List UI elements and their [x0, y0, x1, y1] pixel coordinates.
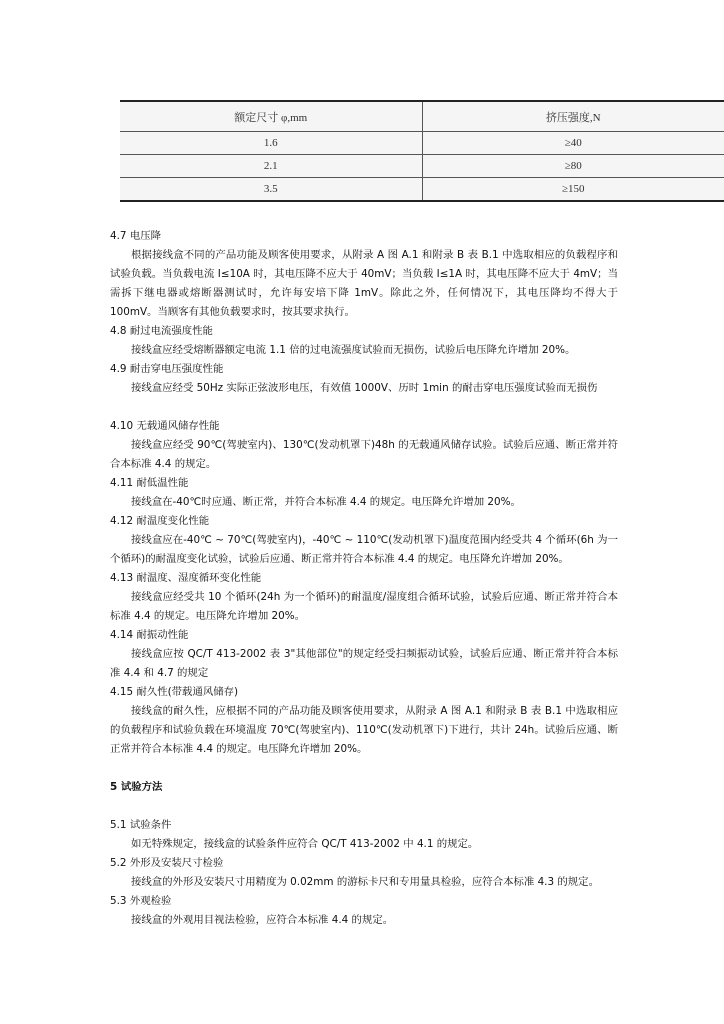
section-heading: 4.10 无载通风储存性能 — [110, 420, 220, 432]
section-paragraph: 接线盒在-40℃时应通、断正常，并符合本标准 4.4 的规定。电压降允许增加 20%。 — [131, 496, 521, 508]
section-heading: 4.8 耐过电流强度性能 — [110, 325, 213, 337]
section-paragraph: 接线盒的外观用目视法检验，应符合本标准 4.4 的规定。 — [131, 914, 394, 926]
chapter-heading: 5 试验方法 — [110, 781, 163, 793]
table-row — [120, 154, 724, 177]
paragraph-spacer — [110, 759, 618, 778]
table-cell: 2.1 — [120, 154, 422, 177]
table-cell: ≥80 — [422, 154, 724, 177]
section-heading: 5.3 外观检验 — [110, 895, 172, 907]
section-paragraph: 接线盒应按 QC/T 413-2002 表 3"其他部位"的规定经受扫频振动试验，试验后应通、断正常并符合本标准 4.4 和 4.7 的规定 — [110, 648, 618, 679]
spec-table — [120, 100, 724, 202]
table-cell: 3.5 — [120, 177, 422, 201]
paragraph-spacer — [110, 398, 618, 417]
section-heading: 4.7 电压降 — [110, 230, 161, 242]
table-cell: ≥40 — [422, 132, 724, 155]
section-heading: 4.14 耐振动性能 — [110, 629, 189, 641]
paragraph-spacer — [110, 797, 618, 816]
table-cell: 1.6 — [120, 132, 422, 155]
table-header-row — [120, 101, 724, 132]
table-row — [120, 177, 724, 201]
section-paragraph: 接线盒的耐久性，应根据不同的产品功能及顾客使用要求，从附录 A 图 A.1 和附录 B 表 B.1 中选取相应的负载程序和试验负载在环境温度 70℃(驾驶室内)、110℃(发动机罩下)下进行，共计 24h。试验后应通、断正常并符合本标准 4.4 的规定。电压降允许增加 20%。 — [110, 705, 618, 755]
section-paragraph: 接线盒应经受 50Hz 实际正弦波形电压，有效值 1000V、历时 1min 的耐击穿电压强度试验而无损伤 — [131, 382, 598, 394]
table-row — [120, 132, 724, 155]
section-paragraph: 接线盒的外形及安装尺寸用精度为 0.02mm 的游标卡尺和专用量具检验，应符合本标准 4.3 的规定。 — [131, 876, 599, 888]
section-heading: 4.13 耐温度、湿度循环变化性能 — [110, 572, 262, 584]
section-paragraph: 根据接线盒不同的产品功能及顾客使用要求，从附录 A 图 A.1 和附录 B 表 B.1 中选取相应的负载程序和试验负载。当负载电流 I≤10A 时，其电压降不应大于 40mV；当负载 I≤1A 时，其电压降不应大于 4mV；当需拆下继电器或熔断器测试时，允许每安培下降 1mV。除此之外，任何情况下，其电压降均不得大于 100mV。当顾客有其他负载要求时，按其要求执行。 — [110, 249, 618, 318]
section-heading: 4.15 耐久性(带载通风储存) — [110, 686, 239, 698]
section-heading: 4.11 耐低温性能 — [110, 477, 189, 489]
section-paragraph: 接线盒应经受 90℃(驾驶室内)、130℃(发动机罩下)48h 的无载通风储存试验。试验后应通、断正常并符合本标准 4.4 的规定。 — [110, 439, 618, 470]
section-heading: 4.9 耐击穿电压强度性能 — [110, 363, 224, 375]
spec-table-wrapper — [120, 100, 724, 202]
section-paragraph: 如无特殊规定，接线盒的试验条件应符合 QC/T 413-2002 中 4.1 的规定。 — [131, 838, 479, 850]
section-paragraph: 接线盒应在-40℃ ~ 70℃(驾驶室内)，-40℃ ~ 110℃(发动机罩下)温度范围内经受共 4 个循环(6h 为一个循环)的耐温度变化试验，试验后应通、断正常并符合本标准 4.4 的规定。电压降允许增加 20%。 — [110, 534, 618, 565]
document-body — [110, 227, 618, 930]
section-heading: 5.1 试验条件 — [110, 819, 172, 831]
section-paragraph: 接线盒应经受共 10 个循环(24h 为一个循环)的耐温度/湿度组合循环试验，试验后应通、断正常并符合本标准 4.4 的规定。电压降允许增加 20%。 — [110, 591, 618, 622]
table-header-cell: 额定尺寸 φ,mm — [120, 101, 422, 132]
section-paragraph: 接线盒应经受熔断器额定电流 1.1 倍的过电流强度试验而无损伤，试验后电压降允许增加 20%。 — [131, 344, 576, 356]
table-cell: ≥150 — [422, 177, 724, 201]
table-header-cell: 挤压强度,N — [422, 101, 724, 132]
section-heading: 5.2 外形及安装尺寸检验 — [110, 857, 224, 869]
section-heading: 4.12 耐温度变化性能 — [110, 515, 210, 527]
